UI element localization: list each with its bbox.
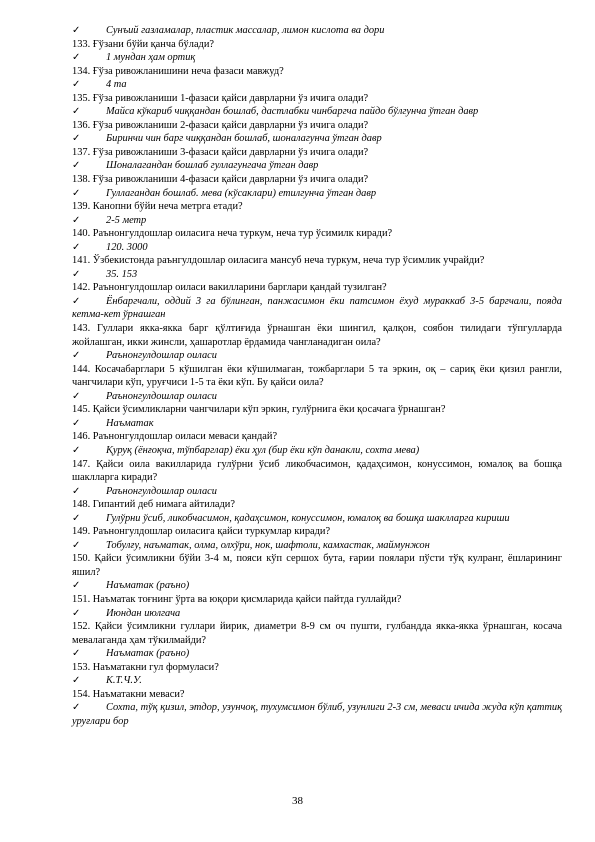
answer-line — [72, 78, 562, 92]
answer-text: 35. 153 — [106, 268, 138, 280]
checkmark-icon: ✓ — [72, 133, 81, 145]
answer-text: Наъматак (раъно) — [106, 648, 190, 660]
answer-line — [72, 24, 562, 38]
answer-text: 2-5 метр — [106, 214, 147, 226]
answer-line — [72, 349, 562, 363]
question-line: 146. Раънонгулдошлар оиласи меваси қандай? — [72, 431, 278, 443]
checkmark-icon: ✓ — [72, 539, 81, 551]
question-line: 139. Канопни бўйи неча метрга етади? — [72, 201, 243, 213]
checkmark-icon: ✓ — [72, 106, 81, 118]
checkmark-icon: ✓ — [72, 702, 81, 714]
answer-line — [72, 539, 562, 553]
question-line: 133. Ғўзани бўйи қанча бўлади? — [72, 38, 215, 50]
answer-line — [72, 241, 562, 255]
question-line: 135. Ғўза ривожланиши 1-фазаси қайси даврларни ўз ичига олади? — [72, 92, 369, 104]
question-line: 151. Наъматак тоғнинг ўрта ва юқори қисмларида қайси пайтда гуллайди? — [72, 593, 402, 605]
answer-line — [72, 105, 562, 119]
question-line: 148. Гипантий деб нимага айтилади? — [72, 499, 235, 511]
checkmark-icon: ✓ — [72, 580, 81, 592]
checkmark-icon: ✓ — [72, 675, 81, 687]
answer-line — [72, 214, 562, 228]
answer-text: Гуллагандан бошлаб. мева (кўсаклари) етилгунча ўтган давр — [106, 187, 377, 199]
question-line: 142. Раънонгулдошлар оиласи вакилларини барглари қандай тузилган? — [72, 282, 387, 294]
answer-text: Раънонгулдошлар оиласи — [106, 390, 217, 402]
answer-text: Майса кўкариб чиққандан бошлаб, дастлабки чинбаргча пайдо бўлгунча ўтган давр — [106, 106, 479, 118]
answer-text: Биринчи чин барг чиққандан бошлаб, шоналагунча ўтган давр — [106, 133, 382, 145]
answer-line — [72, 268, 562, 282]
answer-text: Раънонгулдошлар оиласи — [106, 485, 217, 497]
answer-text: Раънонгулдошлар оиласи — [106, 350, 217, 362]
checkmark-icon: ✓ — [72, 268, 81, 280]
answer-line — [72, 607, 562, 621]
question-line: 140. Раънонгулдошлар оиласига неча туркум, неча тур ўсимилк киради? — [72, 228, 393, 240]
checkmark-icon: ✓ — [72, 79, 81, 91]
checkmark-icon: ✓ — [72, 607, 81, 619]
answer-text: Наъматак — [106, 417, 154, 429]
answer-line — [72, 647, 562, 661]
answer-line — [72, 187, 562, 201]
answer-line — [72, 51, 562, 65]
answer-text: Гулўрни ўсиб, ликобчасимон, қадаҳсимон, конуссимон, юмалоқ ва бошқа шаклларга кириши — [106, 512, 510, 524]
question-line: 134. Ғўза ривожланишини неча фазаси мавжуд? — [72, 65, 284, 77]
checkmark-icon: ✓ — [72, 417, 81, 429]
question-line: 147. Қайси оила вакилларида гулўрни ўсиб ликобчасимон, қадаҳсимон, конуссимон, юмалоқ ва бошқа шаклларга киради? — [72, 458, 562, 484]
checkmark-icon: ✓ — [72, 25, 81, 36]
checkmark-icon: ✓ — [72, 512, 81, 524]
answer-text: Сохта, тўқ қизил, этдор, узунчоқ, тухумсимон бўлиб, узунлиги 2-3 см, меваси ичида жуда кўп қаттиқ уруғлари бор — [72, 702, 562, 727]
question-line: 152. Қайси ўсимликни гуллари йирик, диаметри 8-9 см оч пушти, гулбандда якка-якка ўрнашган, косача мевалаганда ҳам тўкилмайди? — [72, 621, 562, 646]
checkmark-icon: ✓ — [72, 214, 81, 226]
answer-line — [72, 159, 562, 173]
answer-text: К.Т.Ч.У. — [106, 675, 142, 687]
checkmark-icon: ✓ — [72, 295, 81, 307]
question-line: 141. Ўзбекистонда раънгулдошлар оиласига мансуб неча туркум, неча тур ўсимлик учрайди? — [72, 255, 485, 267]
answer-line — [72, 417, 562, 431]
question-line: 136. Ғўза ривожланиши 2-фазаси қайси даврларни ўз ичига олади? — [72, 119, 369, 131]
answer-text: Шоналагандан бошлаб гуллагунгача ўтган давр — [106, 160, 319, 172]
checkmark-icon: ✓ — [72, 390, 81, 402]
answer-line — [72, 512, 562, 526]
question-line: 150. Қайси ўсимликни бўйи 3-4 м, пояси кўп сершох бута, ғарии поялари пўсти тўқ кулранг, ёшларининг яшил? — [72, 553, 562, 578]
question-line: 153. Наъматакни гул формуласи? — [72, 661, 219, 673]
answer-text: Наъматак (раъно) — [106, 580, 190, 592]
answer-line — [72, 701, 562, 728]
checkmark-icon: ✓ — [72, 52, 81, 64]
checkmark-icon: ✓ — [72, 160, 81, 172]
checkmark-icon: ✓ — [72, 187, 81, 199]
answer-text: 1 мундан ҳам ортиқ — [106, 52, 196, 64]
answer-text: Тобулғу, наъматак, олма, олхўри, нок, шафтоли, камхастак, маймунжон — [106, 539, 430, 551]
document-body — [72, 24, 562, 728]
checkmark-icon: ✓ — [72, 241, 81, 253]
checkmark-icon: ✓ — [72, 444, 81, 456]
answer-text: Сунъий газламалар, пластик массалар, лимон кислота ва дори — [106, 25, 385, 36]
answer-line — [72, 390, 562, 404]
checkmark-icon: ✓ — [72, 648, 81, 660]
checkmark-icon: ✓ — [72, 350, 81, 362]
question-line: 149. Раънонгулдошлар оиласига қайси туркумлар киради? — [72, 526, 331, 538]
answer-text: Ёнбаргчали, оддий 3 га бўлинган, панжасимон ёки патсимон ёхуд мураккаб 3-5 баргчали, пояда кетма-кет ўрнашган — [72, 295, 562, 321]
answer-text: 4 та — [106, 79, 127, 91]
answer-line — [72, 485, 562, 499]
answer-line — [72, 132, 562, 146]
page-number: 38 — [292, 795, 303, 807]
question-line: 145. Қайси ўсимликларни чангчилари кўп эркин, гулўрнига ёки қосачага ўрнашган? — [72, 404, 446, 416]
question-line: 138. Ғўза ривожланиши 4-фазаси қайси даврларни ўз ичига олади? — [72, 174, 369, 186]
answer-text: Июндан июлгача — [106, 607, 181, 619]
question-line: 137. Ғўза ривожланиши 3-фазаси қайси даврларни ўз ичига олади? — [72, 146, 369, 158]
answer-line — [72, 444, 562, 458]
answer-line — [72, 579, 562, 593]
answer-line — [72, 295, 562, 322]
answer-text: Қуруқ (ёнғоқча, тўпбарглар) ёки ҳул (бир ёки кўп данакли, сохта мева) — [106, 444, 420, 456]
question-line: 143. Гуллари якка-якка барг қўлтиғида ўрнашган ёки шингил, қалқон, соябон тилидаги тўпгулларда жойлашган, икки жинсли, ҳашаротлар ёрдамида чангланадиган оила? — [72, 323, 562, 348]
question-line: 144. Косачабарглари 5 кўшилган ёки кўшилмаган, тожбарглари 5 та эркин, оқ – сариқ ёки қизил рангли, чангчилари кўп, уруғчиси 1-5 та ёки кўп. Бу қайси оила? — [72, 363, 562, 389]
question-line: 154. Наъматакни меваси? — [72, 688, 185, 700]
checkmark-icon: ✓ — [72, 485, 81, 497]
answer-text: 120. 3000 — [106, 241, 148, 253]
answer-line — [72, 674, 562, 688]
